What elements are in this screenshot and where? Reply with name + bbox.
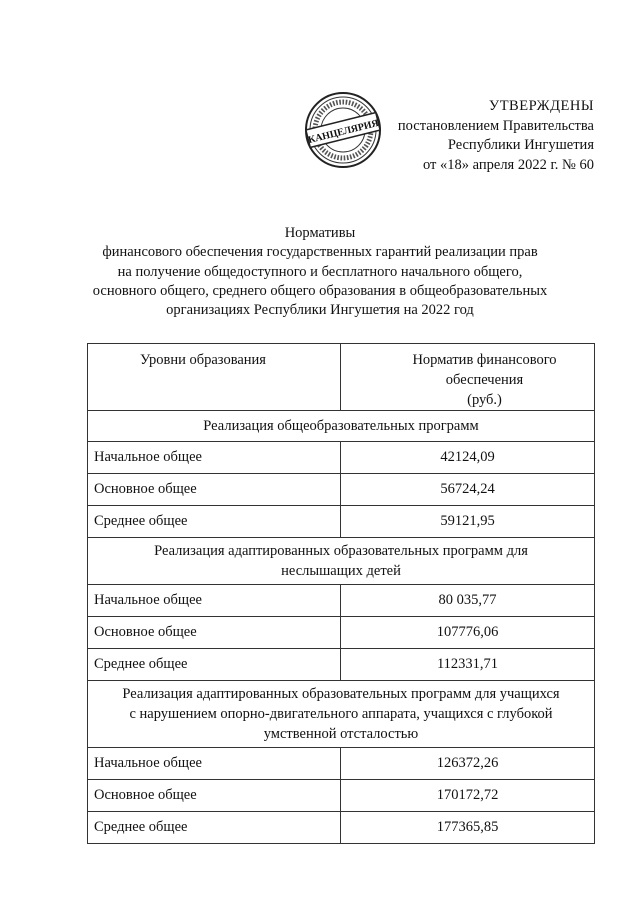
section-title: Реализация общеобразовательных программ: [88, 411, 595, 442]
value-cell: 80 035,77: [341, 585, 595, 617]
level-cell: Основное общее: [88, 474, 341, 506]
level-cell: Начальное общее: [88, 585, 341, 617]
title-line-4: основного общего, среднего общего образования в общеобразовательных: [92, 282, 548, 299]
approval-decree: постановлением Правительства: [397, 117, 594, 134]
table-row: [88, 812, 595, 844]
value-cell: 59121,95: [341, 506, 595, 538]
header-norm-line-2: (руб.): [467, 392, 502, 408]
value-cell: 107776,06: [341, 617, 595, 649]
seal-label: КАНЦЕЛЯРИЯ: [307, 117, 380, 147]
level-cell: Среднее общее: [88, 812, 341, 844]
approval-republic: Республики Ингушетия: [447, 137, 594, 153]
approval-date: от «18» апреля 2022 г. № 60: [422, 156, 594, 173]
value-cell: 126372,26: [341, 748, 595, 780]
section-title-line: Реализация адаптированных образовательных программ для учащихся: [122, 686, 560, 702]
table-header-row: [88, 344, 595, 411]
section-title: [88, 681, 595, 748]
title-line-5: организациях Республики Ингушетия на 2022 год: [166, 302, 474, 319]
level-cell: Среднее общее: [88, 506, 341, 538]
value-cell: 177365,85: [341, 812, 595, 844]
value-cell: 112331,71: [341, 649, 595, 681]
title-line-1: Нормативы: [284, 225, 356, 241]
document-title: [70, 224, 570, 320]
title-line-3: на получение общедоступного и бесплатного начального общего,: [117, 263, 523, 280]
header-level-cell: Уровни образования: [88, 344, 341, 411]
value-cell: 170172,72: [341, 780, 595, 812]
value-cell: 42124,09: [341, 442, 595, 474]
header-norm-cell: [341, 344, 595, 411]
table-row: [88, 780, 595, 812]
level-cell: Начальное общее: [88, 442, 341, 474]
table-row: [88, 474, 595, 506]
level-cell: Начальное общее: [88, 748, 341, 780]
header-norm-line-1: Норматив финансового обеспечения: [412, 352, 557, 388]
table-row: [88, 617, 595, 649]
table-row: [88, 585, 595, 617]
approval-heading: УТВЕРЖДЕНЫ: [488, 98, 594, 114]
approval-block: [334, 97, 594, 175]
level-cell: Основное общее: [88, 617, 341, 649]
norms-table: [87, 343, 595, 844]
table-row: [88, 748, 595, 780]
level-cell: Среднее общее: [88, 649, 341, 681]
title-line-2: финансового обеспечения государственных гарантий реализации прав: [102, 244, 538, 261]
table-row: [88, 442, 595, 474]
section-title-line: неслышащих детей: [281, 563, 401, 579]
section-row: [88, 681, 595, 748]
value-cell: 56724,24: [341, 474, 595, 506]
section-title-line: с нарушением опорно-двигательного аппарата, учащихся с глубокой: [129, 706, 553, 722]
level-cell: Основное общее: [88, 780, 341, 812]
table-row: [88, 649, 595, 681]
section-title-line: умственной отсталостью: [263, 726, 419, 742]
section-row: [88, 538, 595, 585]
section-row: [88, 411, 595, 442]
table-row: [88, 506, 595, 538]
section-title-line: Реализация адаптированных образовательных программ для: [154, 543, 528, 559]
section-title: [88, 538, 595, 585]
